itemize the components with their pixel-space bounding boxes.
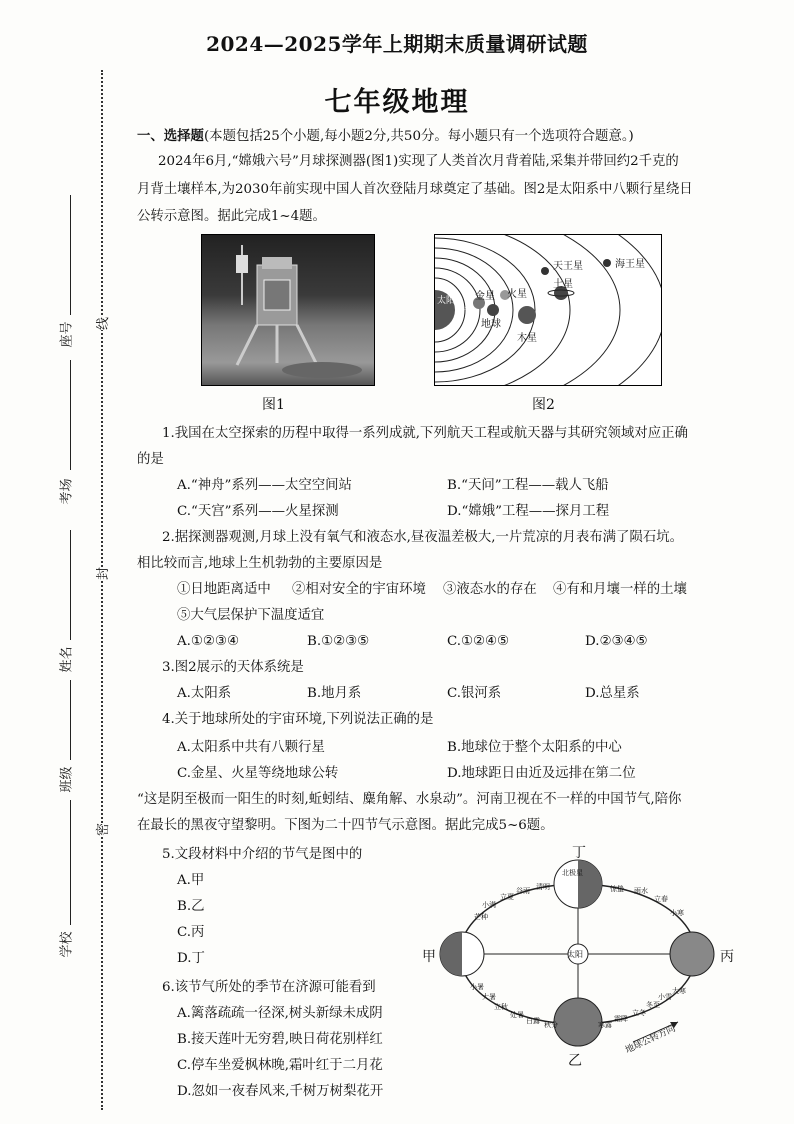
binding-word-seal: 封	[90, 567, 113, 580]
binding-word-line: 线	[90, 317, 113, 330]
section-heading	[137, 126, 634, 147]
subject-title: 七年级地理	[324, 87, 470, 118]
q2-stem-line-1: 2.据探测器观测,月球上没有氧气和液态水,昼夜温差极大,一片荒凉的月表布满了陨石坑。	[162, 530, 683, 545]
term-jingzhe: 惊蛰	[610, 885, 624, 893]
passage2-line-2: 在最长的黑夜守望黎明。下图为二十四节气示意图。据此完成5~6题。	[137, 818, 554, 833]
section-heading-label: 一、选择题	[137, 128, 204, 144]
term-xiaoshu: 小暑	[470, 983, 484, 991]
label-mercury: 水星	[455, 302, 474, 312]
q2-option-c: C.①②④⑤	[447, 634, 510, 649]
q2-item-3: ③液态水的存在	[443, 582, 537, 597]
intro-line-3: 公转示意图。据此完成1~4题。	[137, 209, 326, 224]
exam-title: 2024—2025学年上期期末质量调研试题	[206, 32, 588, 56]
q1-option-b: B.“天问”工程——载人飞船	[447, 478, 609, 493]
q4-option-c: C.金星、火星等绕地球公转	[177, 766, 339, 781]
field-seat-number: 座号	[59, 321, 75, 348]
field-name: 姓名	[59, 646, 75, 673]
q3-option-a: A.太阳系	[177, 686, 232, 701]
q2-option-a: A.①②③④	[177, 634, 239, 649]
term-xiaohan: 小寒	[670, 909, 684, 917]
q4-option-d: D.地球距日由近及远排在第二位	[447, 766, 636, 781]
q5-option-c: C.丙	[177, 925, 205, 940]
binding-word-secret: 密	[90, 823, 113, 836]
term-chushu: 处暑	[510, 1011, 524, 1019]
q6-option-b: B.接天莲叶无穷碧,映日荷花别样红	[177, 1032, 383, 1047]
term-yushui: 雨水	[634, 887, 648, 895]
q1-option-c: C.“天宫”系列——火星探测	[177, 504, 339, 519]
q5-option-a: A.甲	[177, 873, 205, 888]
term-qingming: 清明	[536, 883, 550, 891]
term-lixia: 立夏	[500, 893, 514, 901]
q4-option-b: B.地球位于整个太阳系的中心	[447, 740, 622, 755]
north-star-label: 北极星	[562, 869, 583, 877]
term-qiufen: 秋分	[544, 1021, 558, 1029]
passage2-line-1: “这是阴至极而一阳生的时刻,蚯蚓结、麋角解、水泉动”。河南卫视在不一样的中国节气,陪你	[137, 792, 682, 807]
q5-option-d: D.丁	[177, 951, 205, 966]
figure-1-caption: 图1	[262, 397, 285, 413]
q5-option-b: B.乙	[177, 899, 205, 914]
q6-option-a: A.篱落疏疏一径深,树头新绿未成阴	[177, 1006, 383, 1021]
term-mangzhong: 芒种	[474, 913, 488, 921]
q2-item-4: ④有和月壤一样的土壤	[553, 582, 687, 597]
orbit-direction-label: 地球公转方向	[624, 1023, 678, 1056]
q3-option-d: D.总星系	[585, 686, 640, 701]
label-jupiter: 木星	[517, 333, 537, 344]
q4-stem: 4.关于地球所处的宇宙环境,下列说法正确的是	[162, 712, 434, 727]
label-uranus: 天王星	[553, 261, 583, 272]
position-bing: 丙	[720, 949, 734, 965]
q2-stem-line-2: 相比较而言,地球上生机勃勃的主要原因是	[137, 556, 383, 571]
label-venus: 金星	[475, 291, 495, 302]
q6-stem: 6.该节气所处的季节在济源可能看到	[162, 980, 376, 995]
term-dongzhi: 冬至	[646, 1001, 660, 1009]
label-neptune: 海王星	[615, 259, 645, 270]
section-instructions: (本题包括25个小题,每小题2分,共50分。每小题只有一个选项符合题意。)	[203, 129, 634, 144]
term-dashu: 大暑	[482, 993, 496, 1001]
term-guyu: 谷雨	[516, 887, 530, 895]
position-yi: 乙	[568, 1053, 582, 1069]
intro-line-1: 2024年6月,“嫦娥六号”月球探测器(图1)实现了人类首次月背着陆,采集并带回约2千克的	[158, 154, 679, 169]
term-shuangjiang: 霜降	[614, 1015, 628, 1023]
binding-dotted-line	[101, 70, 103, 1110]
q6-option-d: D.忽如一夜春风来,千树万树梨花开	[177, 1084, 384, 1099]
q1-stem-line-2: 的是	[137, 452, 164, 467]
q1-stem-line-1: 1.我国在太空探索的历程中取得一系列成就,下列航天工程或航天器与其研究领域对应正确	[162, 426, 688, 441]
q2-item-2: ②相对安全的宇宙环境	[292, 582, 426, 597]
q2-option-b: B.①②③⑤	[307, 634, 370, 649]
field-class-rule	[70, 680, 71, 760]
q1-option-d: D.“嫦娥”工程——探月工程	[447, 504, 610, 519]
position-jia: 甲	[422, 949, 436, 965]
label-sun: 太阳	[437, 296, 456, 306]
term-lichun: 立春	[654, 895, 668, 903]
solar-terms-diagram	[418, 842, 740, 1070]
chang-e-lander-photo	[201, 234, 375, 386]
term-dahan: 大寒	[672, 987, 686, 995]
label-saturn: 土星	[553, 279, 573, 290]
term-liqiu: 立秋	[494, 1003, 508, 1011]
q5-stem: 5.文段材料中介绍的节气是图中的	[162, 847, 363, 862]
term-xiaoman: 小满	[482, 901, 496, 909]
solar-system-diagram	[434, 234, 662, 386]
q3-stem: 3.图2展示的天体系统是	[162, 660, 304, 675]
term-lidong: 立冬	[632, 1009, 646, 1017]
field-name-rule	[70, 530, 71, 640]
label-earth: 地球	[481, 319, 501, 330]
q1-option-a: A.“神舟”系列——太空空间站	[177, 478, 352, 493]
q3-option-b: B.地月系	[307, 686, 362, 701]
intro-line-2: 月背土壤样本,为2030年前实现中国人首次登陆月球奠定了基础。图2是太阳系中八颗行星绕日	[137, 182, 693, 197]
figure-2-caption: 图2	[532, 397, 555, 413]
q2-item-5: ⑤大气层保护下温度适宜	[177, 608, 325, 623]
sun-label: 太阳	[567, 950, 583, 959]
q4-option-a: A.太阳系中共有八颗行星	[177, 740, 325, 755]
field-exam-room: 考场	[59, 478, 75, 505]
field-class: 班级	[59, 766, 75, 793]
field-school-rule	[70, 800, 71, 925]
field-school: 学校	[59, 931, 75, 958]
q3-option-c: C.银河系	[447, 686, 502, 701]
field-seat-rule	[70, 195, 71, 315]
q2-option-d: D.②③④⑤	[585, 634, 648, 649]
q2-item-1: ①日地距离适中	[177, 582, 271, 597]
term-hanlu: 寒露	[598, 1021, 612, 1029]
term-xiaoxue: 小雪	[658, 993, 672, 1001]
lander-illustration	[202, 235, 374, 385]
term-bailu: 白露	[526, 1017, 540, 1025]
field-room-rule	[70, 360, 71, 470]
position-ding: 丁	[572, 845, 586, 861]
label-mars: 火星	[507, 289, 527, 300]
q6-option-c: C.停车坐爱枫林晚,霜叶红于二月花	[177, 1058, 383, 1073]
